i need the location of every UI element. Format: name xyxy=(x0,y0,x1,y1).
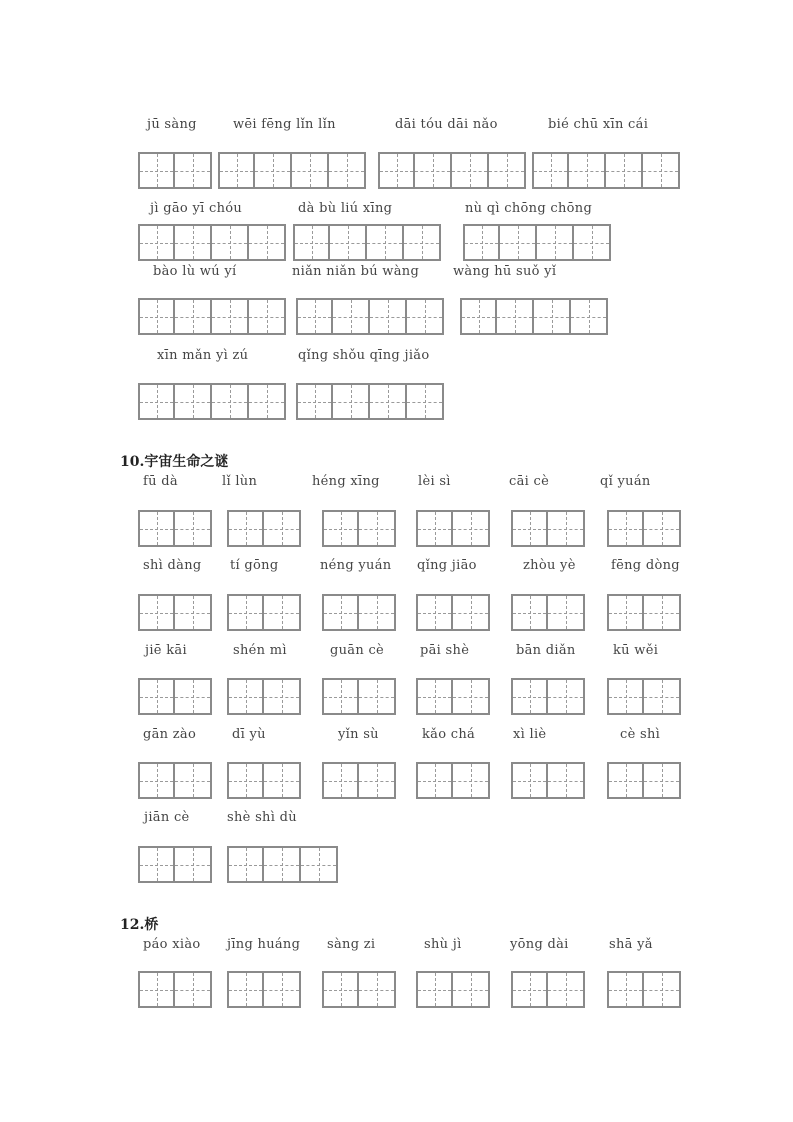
writing-cell[interactable] xyxy=(175,510,212,547)
character-grid[interactable] xyxy=(378,152,526,189)
character-grid[interactable] xyxy=(218,152,366,189)
writing-cell[interactable] xyxy=(359,594,396,631)
pinyin-label: páo xiào xyxy=(143,937,201,952)
character-grid[interactable] xyxy=(607,678,681,715)
character-grid[interactable] xyxy=(322,971,396,1008)
writing-cell[interactable] xyxy=(227,762,264,799)
writing-cell[interactable] xyxy=(548,678,585,715)
character-grid[interactable] xyxy=(138,298,286,335)
writing-cell[interactable] xyxy=(301,846,338,883)
pinyin-label: wēi fēng lǐn lǐn xyxy=(233,117,336,132)
character-grid[interactable] xyxy=(416,678,490,715)
writing-cell[interactable] xyxy=(212,224,249,261)
writing-cell[interactable] xyxy=(453,510,490,547)
character-grid[interactable] xyxy=(511,510,585,547)
character-grid[interactable] xyxy=(138,971,212,1008)
character-grid[interactable] xyxy=(416,762,490,799)
writing-cell[interactable] xyxy=(138,971,175,1008)
pinyin-label: shù jì xyxy=(424,937,462,952)
writing-cell[interactable] xyxy=(293,224,330,261)
writing-cell[interactable] xyxy=(227,678,264,715)
pinyin-label: jiē kāi xyxy=(145,643,187,658)
character-grid[interactable] xyxy=(511,762,585,799)
writing-cell[interactable] xyxy=(574,224,611,261)
writing-cell[interactable] xyxy=(416,678,453,715)
writing-cell[interactable] xyxy=(548,510,585,547)
pinyin-label: jīng huáng xyxy=(227,937,301,952)
writing-cell[interactable] xyxy=(416,762,453,799)
writing-cell[interactable] xyxy=(175,152,212,189)
writing-cell[interactable] xyxy=(212,383,249,420)
writing-cell[interactable] xyxy=(416,510,453,547)
pinyin-label: cè shì xyxy=(620,727,661,742)
character-grid[interactable] xyxy=(607,594,681,631)
pinyin-label: dāi tóu dāi nǎo xyxy=(395,117,498,132)
character-grid[interactable] xyxy=(296,298,444,335)
pinyin-label: xì liè xyxy=(513,727,547,742)
pinyin-label: néng yuán xyxy=(320,558,392,573)
character-grid[interactable] xyxy=(607,762,681,799)
writing-cell[interactable] xyxy=(138,846,175,883)
writing-cell[interactable] xyxy=(607,678,644,715)
writing-cell[interactable] xyxy=(548,971,585,1008)
writing-cell[interactable] xyxy=(227,846,264,883)
writing-cell[interactable] xyxy=(644,971,681,1008)
character-grid[interactable] xyxy=(296,383,444,420)
pinyin-label: jiān cè xyxy=(144,810,190,825)
pinyin-label: shā yǎ xyxy=(609,937,653,952)
character-grid[interactable] xyxy=(227,678,301,715)
pinyin-label: dī yù xyxy=(232,727,266,742)
character-grid[interactable] xyxy=(138,846,212,883)
writing-cell[interactable] xyxy=(606,152,643,189)
writing-cell[interactable] xyxy=(463,224,500,261)
writing-cell[interactable] xyxy=(138,594,175,631)
writing-cell[interactable] xyxy=(264,971,301,1008)
character-grid[interactable] xyxy=(138,224,286,261)
writing-cell[interactable] xyxy=(255,152,292,189)
writing-cell[interactable] xyxy=(511,594,548,631)
character-grid[interactable] xyxy=(138,383,286,420)
character-grid[interactable] xyxy=(227,846,338,883)
writing-cell[interactable] xyxy=(333,298,370,335)
character-grid[interactable] xyxy=(416,510,490,547)
writing-cell[interactable] xyxy=(607,510,644,547)
pinyin-label: bān diǎn xyxy=(516,643,576,658)
character-grid[interactable] xyxy=(227,762,301,799)
writing-cell[interactable] xyxy=(175,298,212,335)
pinyin-label: sàng zi xyxy=(327,937,376,952)
writing-cell[interactable] xyxy=(378,152,415,189)
writing-cell[interactable] xyxy=(367,224,404,261)
pinyin-label: shì dàng xyxy=(143,558,202,573)
writing-cell[interactable] xyxy=(175,846,212,883)
character-grid[interactable] xyxy=(607,510,681,547)
writing-cell[interactable] xyxy=(537,224,574,261)
character-grid[interactable] xyxy=(322,762,396,799)
pinyin-label: shén mì xyxy=(233,643,287,658)
pinyin-label: tí gōng xyxy=(230,558,279,573)
writing-cell[interactable] xyxy=(511,678,548,715)
section-heading-10: 10.宇宙生命之谜 xyxy=(120,454,229,470)
writing-cell[interactable] xyxy=(416,594,453,631)
writing-cell[interactable] xyxy=(453,762,490,799)
writing-cell[interactable] xyxy=(138,224,175,261)
writing-cell[interactable] xyxy=(175,224,212,261)
pinyin-label: lǐ lùn xyxy=(222,474,258,489)
writing-cell[interactable] xyxy=(644,510,681,547)
character-grid[interactable] xyxy=(322,594,396,631)
writing-cell[interactable] xyxy=(333,383,370,420)
writing-cell[interactable] xyxy=(452,152,489,189)
writing-cell[interactable] xyxy=(370,383,407,420)
pinyin-label: bào lù wú yí xyxy=(153,264,237,279)
character-grid[interactable] xyxy=(463,224,611,261)
character-grid[interactable] xyxy=(227,594,301,631)
writing-cell[interactable] xyxy=(264,510,301,547)
character-grid[interactable] xyxy=(138,594,212,631)
writing-cell[interactable] xyxy=(511,762,548,799)
writing-cell[interactable] xyxy=(138,762,175,799)
writing-cell[interactable] xyxy=(453,971,490,1008)
writing-cell[interactable] xyxy=(175,762,212,799)
writing-cell[interactable] xyxy=(138,152,175,189)
writing-cell[interactable] xyxy=(548,762,585,799)
pinyin-label: pāi shè xyxy=(420,643,470,658)
writing-cell[interactable] xyxy=(138,678,175,715)
writing-cell[interactable] xyxy=(264,678,301,715)
writing-cell[interactable] xyxy=(227,510,264,547)
pinyin-label: guān cè xyxy=(330,643,385,658)
writing-cell[interactable] xyxy=(175,678,212,715)
writing-cell[interactable] xyxy=(264,594,301,631)
writing-cell[interactable] xyxy=(322,678,359,715)
writing-cell[interactable] xyxy=(534,298,571,335)
writing-cell[interactable] xyxy=(175,383,212,420)
pinyin-label: wàng hū suǒ yǐ xyxy=(453,264,557,279)
character-grid[interactable] xyxy=(138,152,212,189)
writing-cell[interactable] xyxy=(532,152,569,189)
pinyin-label: jū sàng xyxy=(147,117,197,132)
pinyin-label: lèi sì xyxy=(418,474,451,489)
character-grid[interactable] xyxy=(293,224,441,261)
writing-cell[interactable] xyxy=(264,762,301,799)
writing-cell[interactable] xyxy=(607,971,644,1008)
pinyin-label: zhòu yè xyxy=(523,558,576,573)
writing-cell[interactable] xyxy=(359,971,396,1008)
character-grid[interactable] xyxy=(416,971,490,1008)
writing-cell[interactable] xyxy=(569,152,606,189)
pinyin-label: bié chū xīn cái xyxy=(548,117,649,132)
writing-cell[interactable] xyxy=(138,510,175,547)
writing-cell[interactable] xyxy=(249,224,286,261)
character-grid[interactable] xyxy=(511,971,585,1008)
character-grid[interactable] xyxy=(511,678,585,715)
writing-cell[interactable] xyxy=(175,594,212,631)
writing-cell[interactable] xyxy=(370,298,407,335)
writing-cell[interactable] xyxy=(489,152,526,189)
character-grid[interactable] xyxy=(138,678,212,715)
pinyin-label: niǎn niǎn bú wàng xyxy=(292,264,420,279)
pinyin-label: yōng dài xyxy=(510,937,569,952)
writing-cell[interactable] xyxy=(497,298,534,335)
pinyin-label: fū dà xyxy=(143,474,178,489)
writing-cell[interactable] xyxy=(453,594,490,631)
pinyin-label: héng xīng xyxy=(312,474,380,489)
writing-cell[interactable] xyxy=(511,971,548,1008)
writing-cell[interactable] xyxy=(330,224,367,261)
writing-cell[interactable] xyxy=(322,510,359,547)
pinyin-label: dà bù liú xīng xyxy=(298,201,393,216)
writing-cell[interactable] xyxy=(415,152,452,189)
writing-cell[interactable] xyxy=(407,383,444,420)
pinyin-label: jì gāo yī chóu xyxy=(150,201,243,216)
writing-cell[interactable] xyxy=(548,594,585,631)
pinyin-label: xīn mǎn yì zú xyxy=(157,348,249,363)
character-grid[interactable] xyxy=(227,510,301,547)
pinyin-label: kū wěi xyxy=(613,643,659,658)
writing-cell[interactable] xyxy=(329,152,366,189)
character-grid[interactable] xyxy=(460,298,608,335)
writing-cell[interactable] xyxy=(416,971,453,1008)
pinyin-label: nù qì chōng chōng xyxy=(465,201,593,216)
writing-cell[interactable] xyxy=(249,298,286,335)
writing-cell[interactable] xyxy=(218,152,255,189)
writing-cell[interactable] xyxy=(404,224,441,261)
writing-cell[interactable] xyxy=(322,762,359,799)
writing-cell[interactable] xyxy=(644,678,681,715)
writing-cell[interactable] xyxy=(138,383,175,420)
character-grid[interactable] xyxy=(416,594,490,631)
writing-cell[interactable] xyxy=(296,298,333,335)
writing-cell[interactable] xyxy=(296,383,333,420)
character-grid[interactable] xyxy=(138,762,212,799)
writing-cell[interactable] xyxy=(212,298,249,335)
writing-cell[interactable] xyxy=(607,762,644,799)
writing-cell[interactable] xyxy=(407,298,444,335)
writing-cell[interactable] xyxy=(138,298,175,335)
pinyin-label: cāi cè xyxy=(509,474,550,489)
writing-cell[interactable] xyxy=(322,594,359,631)
writing-cell[interactable] xyxy=(227,594,264,631)
pinyin-label: qǐ yuán xyxy=(600,474,651,489)
character-grid[interactable] xyxy=(227,971,301,1008)
writing-cell[interactable] xyxy=(359,678,396,715)
writing-cell[interactable] xyxy=(264,846,301,883)
character-grid[interactable] xyxy=(138,510,212,547)
pinyin-label: kǎo chá xyxy=(422,727,476,742)
writing-cell[interactable] xyxy=(644,594,681,631)
writing-cell[interactable] xyxy=(460,298,497,335)
pinyin-label: qǐng shǒu qīng jiǎo xyxy=(298,348,430,363)
section-heading-12: 12.桥 xyxy=(120,917,159,933)
character-grid[interactable] xyxy=(511,594,585,631)
writing-cell[interactable] xyxy=(249,383,286,420)
character-grid[interactable] xyxy=(322,678,396,715)
writing-cell[interactable] xyxy=(643,152,680,189)
pinyin-label: shè shì dù xyxy=(227,810,297,825)
writing-cell[interactable] xyxy=(175,971,212,1008)
pinyin-label: gān zào xyxy=(143,727,197,742)
writing-cell[interactable] xyxy=(359,762,396,799)
character-grid[interactable] xyxy=(532,152,680,189)
writing-cell[interactable] xyxy=(571,298,608,335)
writing-cell[interactable] xyxy=(322,971,359,1008)
writing-cell[interactable] xyxy=(292,152,329,189)
pinyin-label: qǐng jiāo xyxy=(417,558,477,573)
pinyin-label: yǐn sù xyxy=(338,727,379,742)
character-grid[interactable] xyxy=(322,510,396,547)
writing-cell[interactable] xyxy=(359,510,396,547)
writing-cell[interactable] xyxy=(453,678,490,715)
writing-cell[interactable] xyxy=(607,594,644,631)
writing-cell[interactable] xyxy=(227,971,264,1008)
writing-cell[interactable] xyxy=(644,762,681,799)
writing-cell[interactable] xyxy=(511,510,548,547)
character-grid[interactable] xyxy=(607,971,681,1008)
writing-cell[interactable] xyxy=(500,224,537,261)
pinyin-label: fēng dòng xyxy=(611,558,680,573)
